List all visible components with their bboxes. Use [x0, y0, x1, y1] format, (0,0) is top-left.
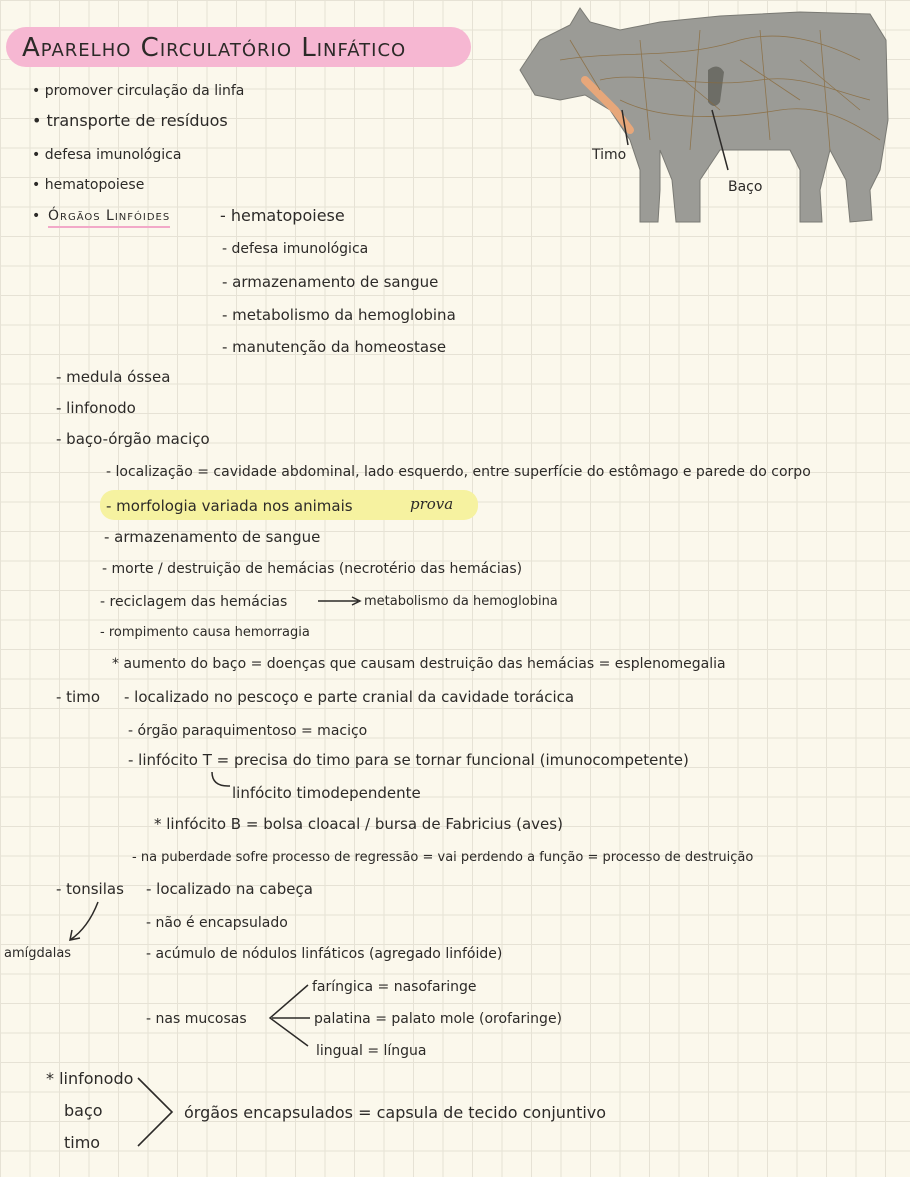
page-title: Aparelho Circulatório Linfático: [22, 33, 407, 63]
timo-item: linfócito timodependente: [232, 784, 421, 802]
organ-tonsilas: - tonsilas: [56, 880, 124, 898]
encapsulado-item: * linfonodo: [46, 1069, 134, 1088]
baco-item: - localização = cavidade abdominal, lado esquerdo, entre superfície do estômago e parede do corpo: [106, 464, 811, 480]
function-item: • hematopoiese: [32, 177, 145, 193]
encapsulado-result: órgãos encapsulados = capsula de tecido conjuntivo: [184, 1103, 607, 1122]
timo-item: - órgão paraquimentoso = maciço: [128, 723, 368, 739]
timo-note: * linfócito B = bolsa cloacal / bursa de Fabricius (aves): [154, 815, 563, 833]
function-item: • defesa imunológica: [32, 147, 182, 163]
organ-function: - manutenção da homeostase: [222, 338, 447, 356]
function-item: • promover circulação da linfa: [32, 83, 245, 99]
mucosa-item: palatina = palato mole (orofaringe): [314, 1011, 563, 1027]
tonsilas-item: - acúmulo de nódulos linfáticos (agregado linfóide): [146, 946, 503, 962]
label-timo: Timo: [592, 147, 627, 163]
tonsilas-item: - nas mucosas: [146, 1011, 247, 1027]
baco-note: * aumento do baço = doenças que causam destruição das hemácias = esplenomegalia: [112, 656, 726, 672]
organ-medula: - medula óssea: [56, 368, 171, 386]
timo-item: - na puberdade sofre processo de regressão = vai perdendo a função = processo de destruição: [132, 850, 754, 865]
encapsulado-item: baço: [64, 1101, 103, 1120]
organ-baco: - baço-órgão maciço: [56, 430, 210, 448]
organs-heading: Órgãos Linfóides: [48, 207, 170, 228]
amigdalas-label: amígdalas: [4, 946, 72, 961]
function-item: • transporte de resíduos: [32, 111, 228, 130]
timo-item: - localizado no pescoço e parte cranial da cavidade torácica: [124, 688, 575, 706]
baco-item: - morfologia variada nos animais: [106, 497, 353, 515]
baco-item: - rompimento causa hemorragia: [100, 625, 310, 640]
encapsulado-item: timo: [64, 1133, 101, 1152]
organ-function: - hematopoiese: [220, 206, 345, 225]
mucosa-item: faríngica = nasofaringe: [312, 979, 477, 995]
bullet: •: [32, 208, 41, 224]
prova-note: prova: [410, 495, 454, 513]
tonsilas-item: - localizado na cabeça: [146, 880, 313, 898]
baco-item: - reciclagem das hemácias: [100, 594, 288, 610]
baco-arrow-target: metabolismo da hemoglobina: [364, 594, 558, 609]
baco-item: - armazenamento de sangue: [104, 528, 321, 546]
organ-linfonodo: - linfonodo: [56, 399, 136, 417]
organ-function: - armazenamento de sangue: [222, 273, 439, 291]
label-baco: Baço: [728, 179, 763, 195]
organ-function: - metabolismo da hemoglobina: [222, 306, 456, 324]
baco-item: - morte / destruição de hemácias (necrotério das hemácias): [102, 561, 523, 577]
timo-item: - linfócito T = precisa do timo para se tornar funcional (imunocompetente): [128, 751, 689, 769]
mucosa-item: lingual = língua: [316, 1043, 427, 1059]
organ-function: - defesa imunológica: [222, 241, 369, 257]
tonsilas-item: - não é encapsulado: [146, 915, 288, 931]
organ-timo: - timo: [56, 688, 101, 706]
